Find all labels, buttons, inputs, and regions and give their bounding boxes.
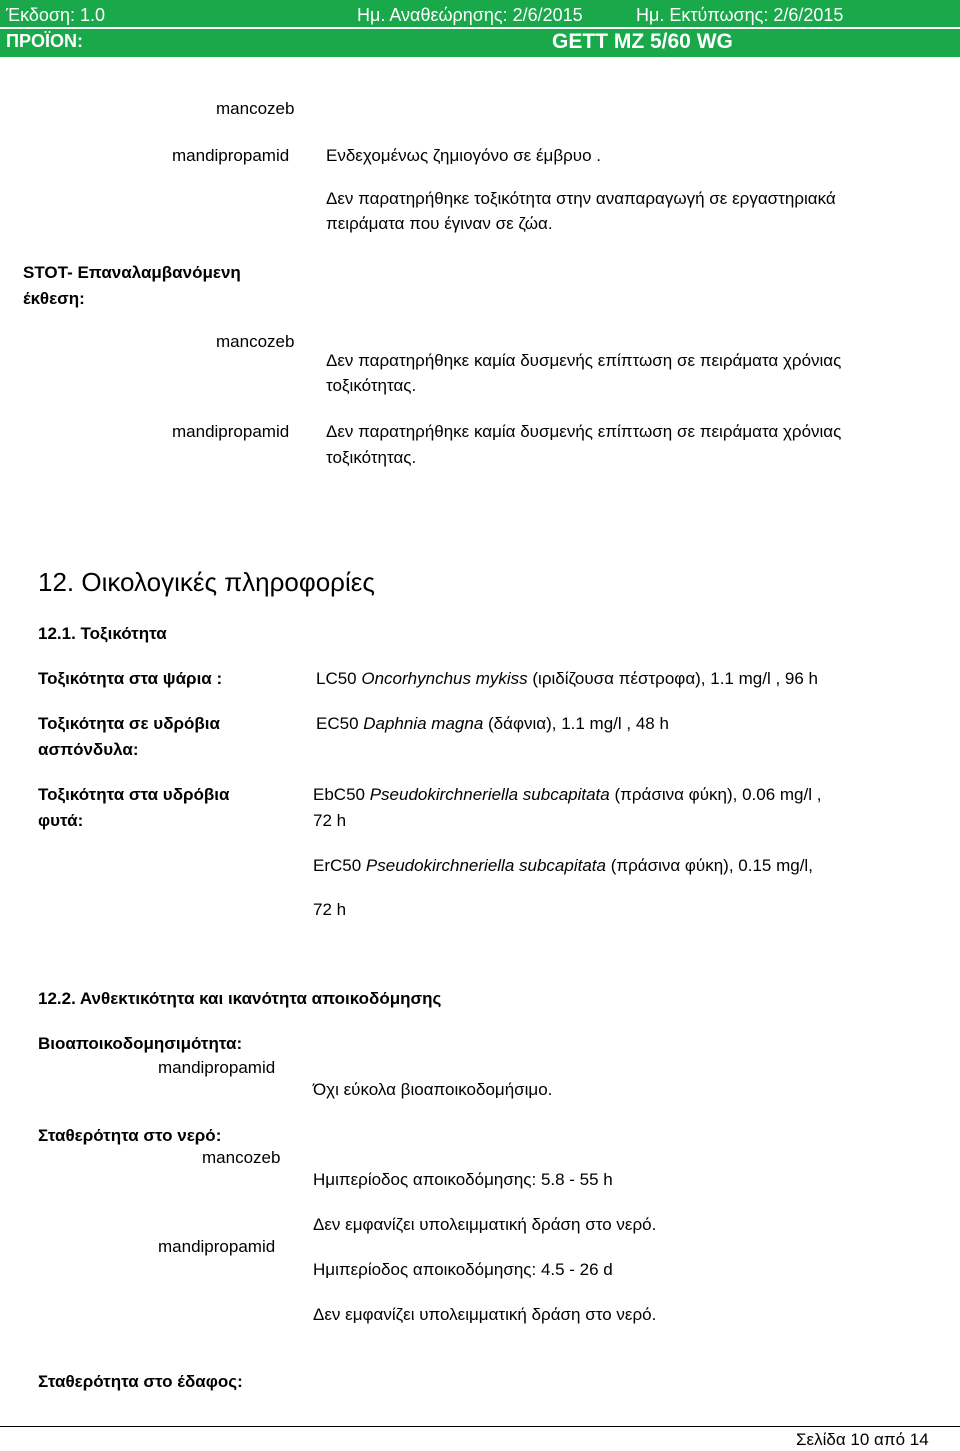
biodegradability-label: Βιοαποικοδομησιμότητα: (38, 1034, 243, 1053)
fish-species: Oncorhynchus mykiss (361, 669, 528, 688)
repro-note-line1: Δεν παρατηρήθηκε τοξικότητα στην αναπαραγωγή σε εργαστηριακά (326, 189, 836, 208)
soil-stability-label: Σταθερότητα στο έδαφος: (38, 1372, 243, 1391)
erc50-suffix: (πράσινα φύκη), 0.15 mg/l, (605, 856, 813, 875)
version-label: Έκδοση: 1.0 (6, 5, 106, 25)
fish-prefix: LC50 (316, 669, 362, 688)
page-number: Σελίδα 10 από 14 (796, 1430, 929, 1449)
water-mancozeb: mancozeb (202, 1148, 281, 1167)
stot-mandipropamid: mandipropamid (172, 422, 290, 441)
water-stability-label: Σταθερότητα στο νερό: (38, 1126, 222, 1145)
section-12-1-title: 12.1. Τοξικότητα (38, 624, 167, 643)
stot-heading-line2: έκθεση: (23, 289, 85, 308)
fish-suffix: (ιριδίζουσα πέστροφα), 1.1 mg/l , 96 h (527, 669, 818, 688)
section-12-2-title: 12.2. Ανθεκτικότητα και ικανότητα αποικοδόμησης (38, 989, 442, 1008)
revision-date: Ημ. Αναθεώρησης: 2/6/2015 (357, 5, 583, 25)
ebc50-species: Pseudokirchneriella subcapitata (369, 785, 610, 804)
invert-species: Daphnia magna (363, 714, 484, 733)
repro-mandipropamid: mandipropamid (172, 146, 290, 165)
invert-toxicity-value (316, 713, 669, 735)
ebc50-duration: 72 h (313, 811, 347, 830)
water-mandipropamid-halflife: Ημιπερίοδος αποικοδόμησης: 4.5 - 26 d (313, 1260, 613, 1279)
footer-divider (0, 1426, 960, 1427)
biodegradability-substance: mandipropamid (158, 1058, 276, 1077)
plants-toxicity-label-line2: φυτά: (38, 811, 84, 830)
stot-heading-line1: STOT- Επαναλαμβανόμενη (23, 263, 241, 282)
product-label: ΠΡΟΪΟΝ: (6, 31, 84, 51)
biodegradability-text: Όχι εύκολα βιοαποικοδομήσιμο. (313, 1080, 553, 1099)
stot-mancozeb-line2: τοξικότητας. (326, 376, 417, 395)
ebc50-value (313, 784, 821, 806)
erc50-value (313, 855, 813, 877)
product-name: GETT MZ 5/60 WG (552, 30, 733, 53)
fish-toxicity-value (316, 668, 818, 690)
stot-mandipropamid-line2: τοξικότητας. (326, 448, 417, 467)
repro-note-line2: πειράματα που έγιναν σε ζώα. (326, 214, 553, 233)
print-date: Ημ. Εκτύπωσης: 2/6/2015 (636, 5, 844, 25)
water-mancozeb-residual: Δεν εμφανίζει υπολειμματική δράση στο νερό. (313, 1215, 657, 1234)
erc50-species: Pseudokirchneriella subcapitata (365, 856, 606, 875)
section-12-title: 12. Οικολογικές πληροφορίες (38, 567, 375, 597)
ebc50-prefix: EbC50 (313, 785, 370, 804)
stot-mancozeb: mancozeb (216, 332, 295, 351)
stot-mandipropamid-line1: Δεν παρατηρήθηκε καμία δυσμενής επίπτωση σε πειράματα χρόνιας (326, 422, 842, 441)
repro-mandipropamid-text: Ενδεχομένως ζημιογόνο σε έμβρυο . (326, 146, 601, 165)
fish-toxicity-label: Τοξικότητα στα ψάρια : (38, 669, 223, 688)
repro-mancozeb: mancozeb (216, 99, 295, 118)
invert-suffix: (δάφνια), 1.1 mg/l , 48 h (483, 714, 669, 733)
invert-prefix: EC50 (316, 714, 364, 733)
erc50-prefix: ErC50 (313, 856, 366, 875)
stot-mancozeb-line1: Δεν παρατηρήθηκε καμία δυσμενής επίπτωση σε πειράματα χρόνιας (326, 351, 842, 370)
water-mandipropamid-residual: Δεν εμφανίζει υπολειμματική δράση στο νερό. (313, 1305, 657, 1324)
invert-toxicity-label-line2: ασπόνδυλα: (38, 740, 139, 759)
document-header (0, 0, 960, 57)
water-mancozeb-halflife: Ημιπερίοδος αποικοδόμησης: 5.8 - 55 h (313, 1170, 613, 1189)
ebc50-suffix: (πράσινα φύκη), 0.06 mg/l , (609, 785, 822, 804)
plants-toxicity-label-line1: Τοξικότητα στα υδρόβια (38, 785, 230, 804)
erc50-duration: 72 h (313, 900, 347, 919)
invert-toxicity-label-line1: Τοξικότητα σε υδρόβια (38, 714, 220, 733)
water-mandipropamid: mandipropamid (158, 1237, 276, 1256)
